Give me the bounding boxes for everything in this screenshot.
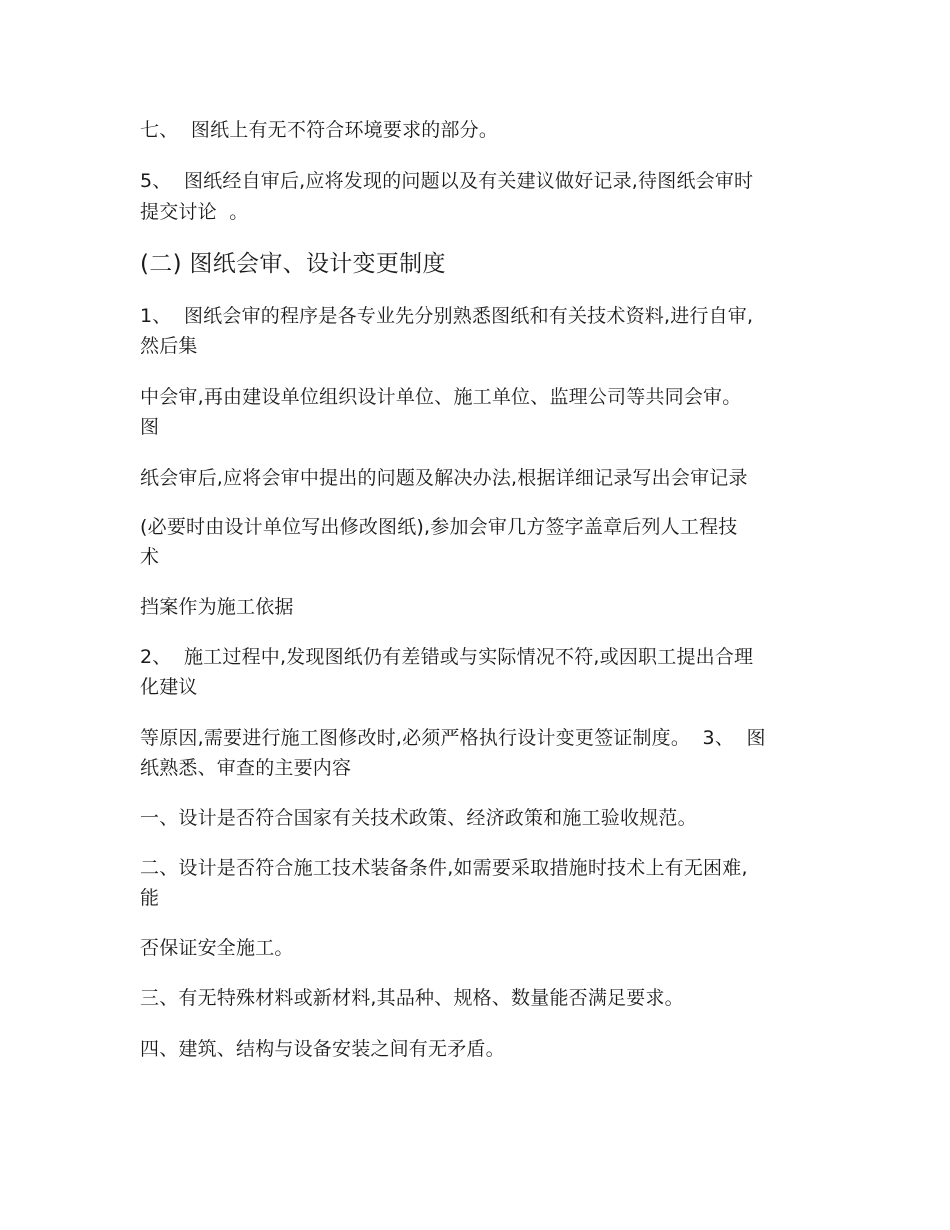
text-line: 四、建筑、结构与设备安装之间有无矛盾。 <box>140 1038 505 1060</box>
text-line: 七、 图纸上有无不符合环境要求的部分。 <box>140 119 499 141</box>
text-line: 等原因,需要进行施工图修改时,必须严格执行设计变更签证制度。 3、 图 <box>140 727 766 749</box>
text-line: 术 <box>140 546 160 568</box>
text-line: 5、 图纸经自审后,应将发现的问题以及有关建议做好记录,待图纸会审时 <box>140 170 754 192</box>
text-line: 挡案作为施工依据 <box>140 596 294 618</box>
text-line: 2、 施工过程中,发现图纸仍有差错或与实际情况不符,或因职工提出合理 <box>140 646 754 668</box>
text-line: 1、 图纸会审的程序是各专业先分别熟悉图纸和有关技术资料,进行自审, <box>140 305 754 327</box>
text-line: 二、设计是否符合施工技术装备条件,如需要采取措施时技术上有无困难, <box>140 857 748 879</box>
text-line: 化建议 <box>140 676 198 698</box>
text-line: 纸熟悉、审查的主要内容 <box>140 757 352 779</box>
text-line: (必要时由设计单位写出修改图纸),参加会审几方签字盖章后列人工程技 <box>140 516 738 538</box>
section-heading: (二) 图纸会审、设计变更制度 <box>140 251 446 277</box>
text-line: 三、有无特殊材料或新材料,其品种、规格、数量能否满足要求。 <box>140 987 684 1009</box>
text-line: 图 <box>140 416 160 438</box>
text-line: 中会审,再由建设单位组织设计单位、施工单位、监理公司等共同会审。 <box>140 386 742 408</box>
text-line: 否保证安全施工。 <box>140 937 294 959</box>
text-line: 纸会审后,应将会审中提出的问题及解决办法,根据详细记录写出会审记录 <box>140 467 748 489</box>
text-line: 然后集 <box>140 335 198 357</box>
text-line: 提交讨论 。 <box>140 201 249 223</box>
text-line: 一、设计是否符合国家有关技术政策、经济政策和施工验收规范。 <box>140 807 697 829</box>
text-line: 能 <box>140 887 160 909</box>
